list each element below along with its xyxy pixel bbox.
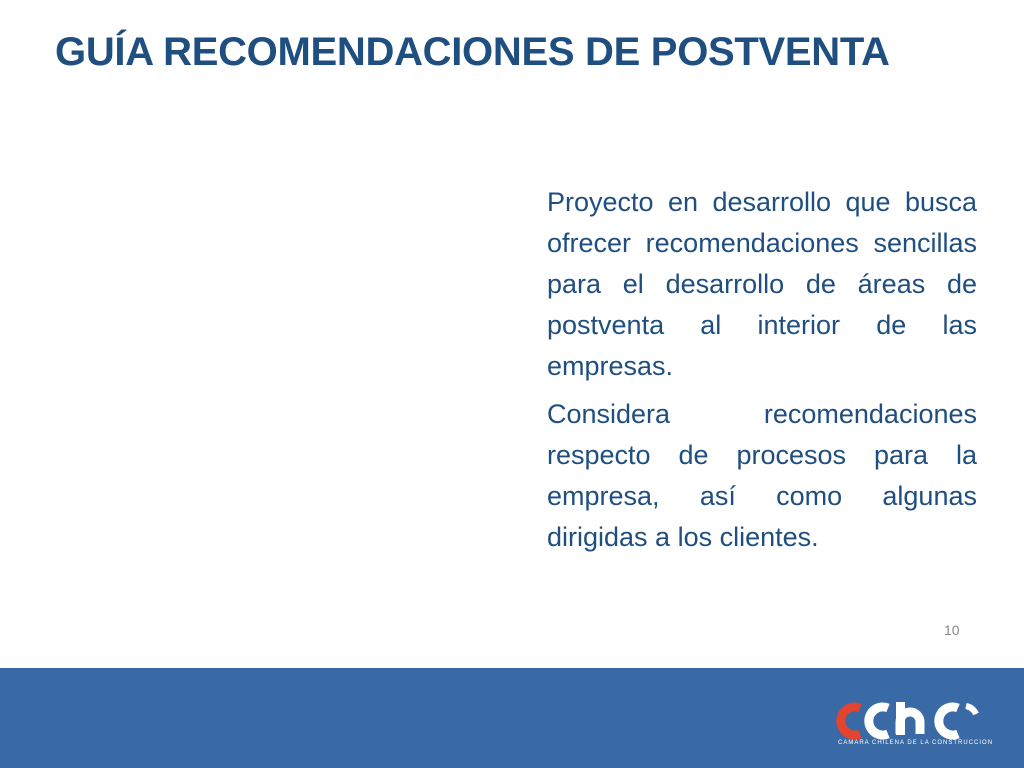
logo-caption: CAMARA CHILENA DE LA CONSTRUCCION [838,740,994,746]
paragraph-1: Proyecto en desarrollo que busca ofrecer recomendaciones sencillas para el desarrollo de áreas de postventa al interior de las empresas. [547,187,977,381]
paragraph-2: Considera recomendaciones respecto de procesos para la empresa, así como algunas dirigidas a los clientes. [547,399,977,552]
slide-title: GUÍA RECOMENDACIONES DE POSTVENTA [55,30,890,74]
page-number: 10 [944,622,960,638]
body-text [547,182,977,565]
cchc-logo-graphic [836,700,982,740]
